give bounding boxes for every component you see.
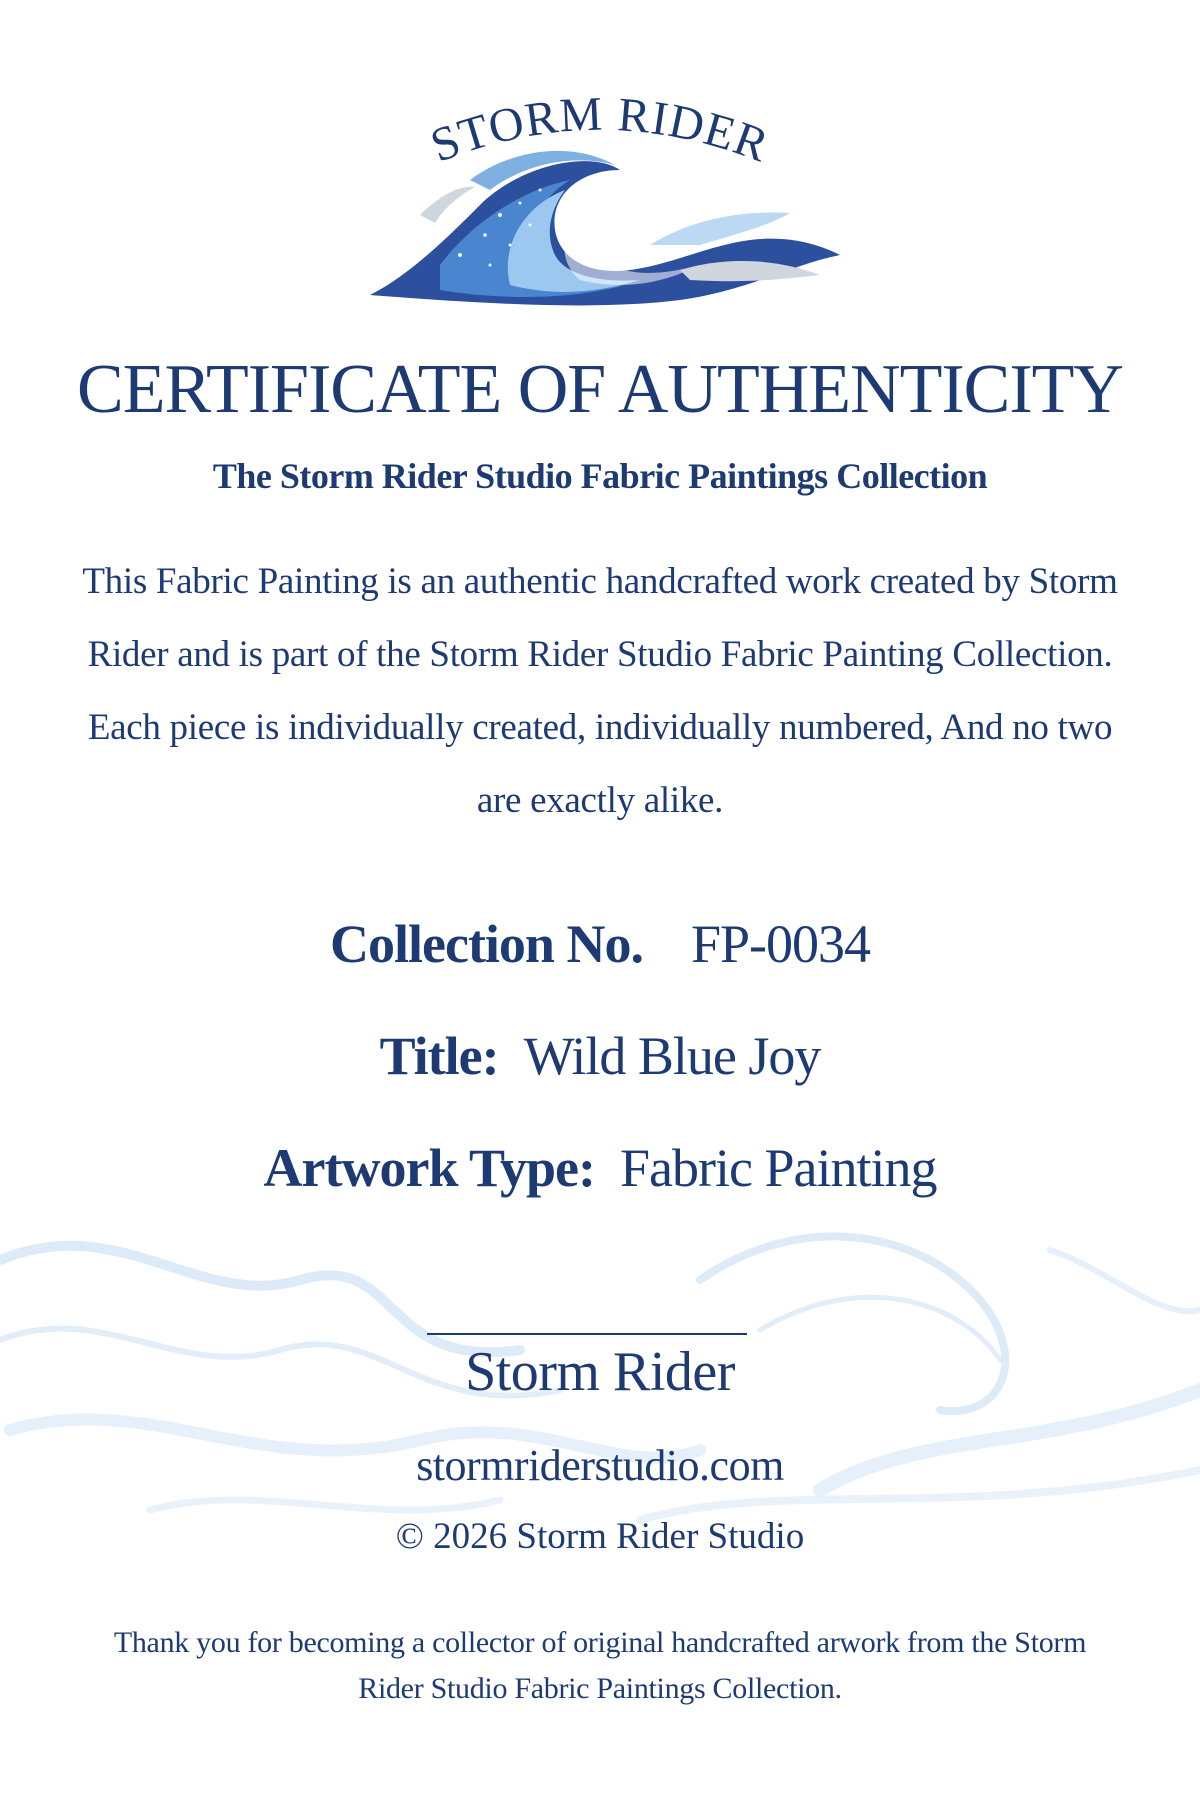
artwork-title-value: Wild Blue Joy	[523, 1026, 821, 1086]
artwork-type-label: Artwork Type:	[263, 1138, 595, 1198]
storm-rider-logo	[350, 95, 850, 315]
signature-line	[427, 1333, 747, 1335]
copyright-notice: © 2026 Storm Rider Studio	[395, 1516, 805, 1557]
artwork-title-label: Title:	[379, 1026, 499, 1086]
certificate-title: CERTIFICATE OF AUTHENTICITY	[77, 351, 1123, 428]
website-link[interactable]: stormriderstudio.com	[416, 1441, 784, 1490]
thank-you-note: Thank you for becoming a collector of original handcrafted arwork from the Storm Rider Studio Fabric Paintings Collection.	[113, 1626, 1087, 1705]
collection-number-row	[0, 913, 1200, 975]
wave-logo-icon	[350, 95, 850, 315]
collection-number-value: FP-0034	[690, 914, 870, 974]
artist-signature-name: Storm Rider	[465, 1341, 735, 1403]
collection-number-label: Collection No.	[330, 914, 643, 974]
artwork-title-row	[0, 1025, 1200, 1087]
artwork-type-row	[0, 1137, 1200, 1199]
artwork-type-value: Fabric Painting	[620, 1138, 937, 1198]
certificate-subtitle: The Storm Rider Studio Fabric Paintings Collection	[212, 456, 988, 496]
certificate-statement: This Fabric Painting is an authentic handcrafted work created by Storm Rider and is part of the Storm Rider Studio Fabric Painting Collection. Each piece is individually created, individually numbered, And no two are exactly alike.	[82, 561, 1118, 821]
logo-wordmark: STORM RIDER	[423, 95, 776, 173]
